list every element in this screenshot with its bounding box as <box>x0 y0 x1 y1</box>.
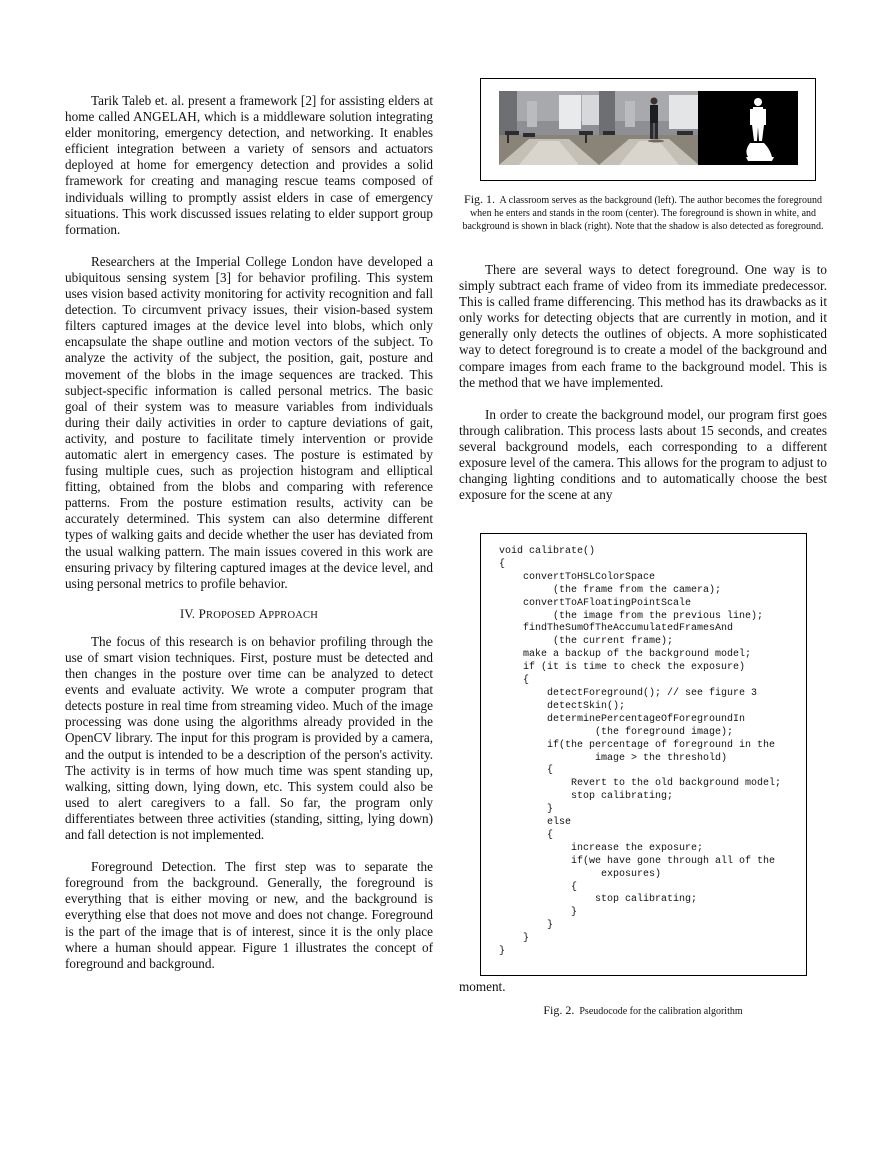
paragraph-ways-to-detect: There are several ways to detect foreground. One way is to simply subtract each frame of video from its immediate predecessor. This is called frame differencing. This method has its drawbacks as it only works for detecting objects that are currently in motion, and it generally only detects the outlines of objects. A more sophisticated way to detect foreground is to create a model of the background and compare images from each frame to the background model. This is the method that we have implemented. <box>459 262 827 390</box>
calibration-pseudocode: void calibrate() { convertToHSLColorSpace (the frame from the camera); convertToAFloatingPointScale (the image from the previous line); findTheSumOfTheAccumulatedFramesAnd (the current frame); make a backup of the background model; if (it is time to check the exposure) { detectForeground(); // see figure 3 detectSkin(); determinePercentageOfForegroundIn (the foreground image); if(the percentage of foreground in the image > the threshold) { Revert to the old background model; stop calibrating; } else { increase the exposure; if(we have gone through all of the exposures) { stop calibrating; } } } } <box>499 546 782 958</box>
figure-2-label: Fig. 2. <box>543 1003 575 1017</box>
paragraph-focus: The focus of this research is on behavior profiling through the use of smart vision techniques. First, posture must be detected and then changes in the posture over time can be analyzed to detect events and evaluate activity. We wrote a computer program that detects posture in real time from streaming video. Much of the image processing was done using the algorithms already provided in the OpenCV library. The input for this program is provided by a camera, and the output is intended to be a description of the person's activity. The activity is in terms of how much time was spent standing up, walking, sitting down, lying down, etc. This system could also be used to alert caregivers to a fall. So far, the program only differentiates between three activities (standing, sitting, lying down) and fall detection is not implemented. <box>65 633 433 843</box>
figure-1-images <box>499 91 798 165</box>
left-column <box>65 93 433 972</box>
paragraph-calibration: In order to create the background model, our program first goes through calibration. This process lasts about 15 seconds, and creates several background models, each corresponding to a different exposure level of the camera. This allows for the program to adjust to changing lighting conditions and to automatically choose the best exposure for the scene at any <box>459 406 827 503</box>
figure-1-label: Fig. 1. <box>464 192 496 206</box>
figure-1-caption <box>459 193 827 233</box>
foreground-mask-image <box>698 91 798 165</box>
figure-2-caption-text: Pseudocode for the calibration algorithm <box>579 1006 743 1017</box>
section-heading: IV. PROPOSED APPROACH <box>179 605 319 621</box>
paragraph-foreground-detection: Foreground Detection. The first step was to separate the foreground from the background. Generally, the foreground is everything that is either moving or new, and the background is everything else that does not move and does not change. Foreground is the part of the image that is of interest, since it is the only place where a human should appear. Figure 1 illustrates the concept of foreground and background. <box>65 859 433 971</box>
figure-1-caption-text: A classroom serves as the background (left). The author becomes the foreground when he enters and stands in the room (center). The foreground is shown in white, and background is shown in black (right). Note that the shadow is also detected as foreground. <box>462 195 824 232</box>
paragraph-imperial-college: Researchers at the Imperial College London have developed a ubiquitous sensing system [3] for behavior profiling. This system uses vision based activity monitoring for activity recognition and fall detection. To circumvent privacy issues, their vision-based system filters captured images at the device level into blobs, which only encapsulate the shape outline and motion vectors of the subject. To analyze the activity of the subject, the position, gait, posture and movement of the blobs in the image sequences are tracked. This subject-specific information is called personal metrics. The basic goal of their system was to measure variables from individuals during their daily activities in order to capture deviations of gait, activity, and posture to facilitate timely intervention or provide automatic alert in emergency cases. The posture is estimated by fusing multiple cues, such as projection histogram and elliptical fitting, obtained from the blobs and comparing with reference patterns. From the posture estimation results, activity can be accurately determined. This system can also determine different types of walking gaits and decide whether the user has deviated from the usual walking pattern. The main issues covered in this work are ensuring privacy by filtering captured images at the device level, and using personal metrics to profile behavior. <box>65 253 433 591</box>
classroom-background-photo <box>499 91 599 165</box>
right-column <box>459 262 827 503</box>
section-number: IV. <box>179 606 199 621</box>
author-standing-in-room-photo <box>599 91 699 165</box>
paragraph-continuation: moment. <box>459 979 506 994</box>
paragraph-angelah: Tarik Taleb et. al. present a framework [2] for assisting elders at home called ANGELAH, which is a middleware solution integrating elder monitoring, emergency detection, and networking. It enables efficient integration between a variety of sensors and actuators deployed at home for emergency detection and provides a solid framework for creating and managing rescue teams composed of individuals willing to promptly assist elders in case of emergency situations. This work discussed issues relating to elder support group formation. <box>65 93 433 237</box>
figure-2-caption <box>459 1003 827 1018</box>
